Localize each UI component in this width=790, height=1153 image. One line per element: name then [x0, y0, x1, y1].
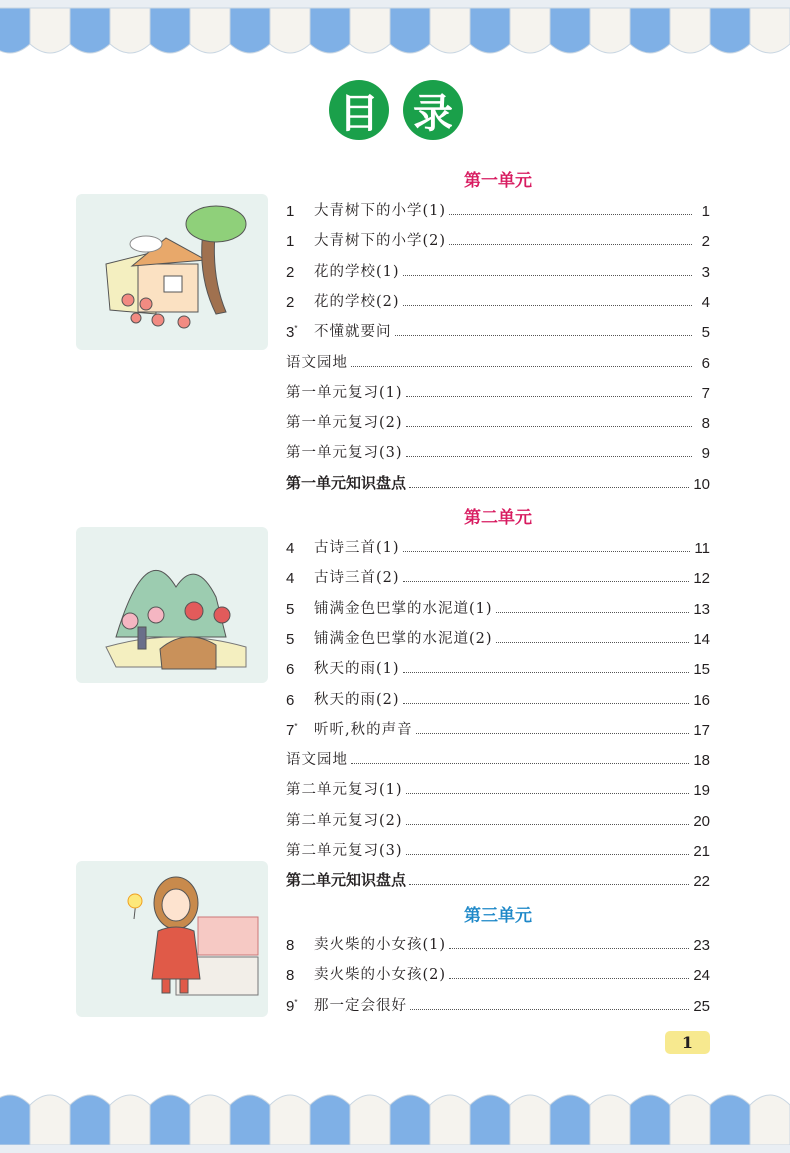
- awning-stripe: [550, 1095, 590, 1145]
- awning-stripe: [230, 8, 270, 53]
- lesson-number: 4: [286, 570, 295, 587]
- lesson-number: 6: [286, 692, 295, 709]
- entry-page-number: 24: [693, 967, 710, 984]
- entry-page-number: 21: [693, 843, 710, 860]
- top-awning-decoration: [0, 0, 790, 80]
- dot-leader: [449, 213, 692, 215]
- dot-leader: [406, 395, 692, 397]
- dot-leader: [406, 455, 692, 457]
- entry-title: 第一单元复习(1): [286, 385, 403, 401]
- entry-page-number: 16: [693, 692, 710, 709]
- dot-leader: [403, 702, 690, 704]
- entry-page-number: 12: [693, 570, 710, 587]
- awning-stripe: [590, 8, 630, 53]
- entry-title: 卖火柴的小女孩(2): [314, 967, 447, 983]
- entry-page-number: 9: [701, 445, 710, 462]
- awning-stripe: [630, 1095, 670, 1145]
- awning-stripe: [190, 1095, 230, 1145]
- toc-entry[interactable]: [286, 471, 710, 493]
- entry-page-number: 4: [701, 294, 710, 311]
- entry-title: 那一定会很好: [314, 998, 407, 1014]
- lesson-number: 3*: [286, 324, 298, 341]
- awning-stripe: [230, 1095, 270, 1145]
- toc-entry[interactable]: [286, 838, 710, 860]
- illustration-house-tree: [76, 194, 268, 350]
- lesson-number: 9*: [286, 998, 298, 1015]
- lesson-number: 6: [286, 661, 295, 678]
- toc-entry[interactable]: [286, 777, 710, 799]
- awning-stripe: [190, 8, 230, 53]
- toc-entry[interactable]: [286, 228, 710, 250]
- dot-leader: [449, 243, 692, 245]
- entry-title: 语文园地: [286, 752, 348, 768]
- entry-page-number: 3: [701, 264, 710, 281]
- dot-leader: [409, 883, 689, 885]
- toc-entry[interactable]: [286, 962, 710, 984]
- entry-page-number: 1: [701, 203, 710, 220]
- entry-page-number: 7: [701, 385, 710, 402]
- lesson-number: 2: [286, 264, 295, 281]
- illustration-match-girl: [76, 861, 268, 1017]
- awning-stripe: [30, 1095, 70, 1145]
- dot-leader: [403, 580, 690, 582]
- awning-stripe: [630, 8, 670, 53]
- awning-stripe: [550, 8, 590, 53]
- awning-stripe: [750, 8, 790, 53]
- unit-heading: 第一单元: [464, 171, 532, 191]
- title-char-1: 目: [329, 80, 389, 140]
- dot-leader: [406, 823, 690, 825]
- awning-stripe: [70, 8, 110, 53]
- lesson-number: 5: [286, 631, 295, 648]
- entry-title: 第二单元知识盘点: [286, 871, 407, 889]
- entry-page-number: 13: [693, 601, 710, 618]
- entry-title: 花的学校(1): [314, 264, 400, 280]
- awning-stripe: [0, 8, 30, 53]
- awning-stripe: [390, 1095, 430, 1145]
- entry-title: 大青树下的小学(1): [314, 203, 447, 219]
- lesson-number: 1: [286, 203, 295, 220]
- toc-entry[interactable]: [286, 687, 710, 709]
- awning-stripe: [510, 8, 550, 53]
- awning-stripe: [0, 1095, 30, 1145]
- entry-page-number: 6: [701, 355, 710, 372]
- toc-entry[interactable]: [286, 808, 710, 830]
- toc-entry[interactable]: [286, 535, 710, 557]
- dot-leader: [406, 792, 690, 794]
- awning-stripe: [470, 8, 510, 53]
- lesson-number: 4: [286, 540, 295, 557]
- entry-title: 铺满金色巴掌的水泥道(1): [314, 601, 493, 617]
- toc-entry[interactable]: [286, 198, 710, 220]
- entry-title: 第一单元复习(2): [286, 415, 403, 431]
- entry-title: 语文园地: [286, 355, 348, 371]
- lesson-number: 8: [286, 937, 295, 954]
- dot-leader: [403, 304, 692, 306]
- toc-entry[interactable]: [286, 717, 710, 739]
- toc-entry[interactable]: [286, 596, 710, 618]
- awning-stripe: [310, 1095, 350, 1145]
- awning-stripe: [270, 8, 310, 53]
- entry-title: 大青树下的小学(2): [314, 233, 447, 249]
- dot-leader: [449, 947, 689, 949]
- dot-leader: [403, 671, 690, 673]
- awning-stripe: [590, 1095, 630, 1145]
- awning-stripe: [510, 1095, 550, 1145]
- dot-leader: [403, 274, 692, 276]
- toc-entry[interactable]: [286, 259, 710, 281]
- awning-stripe: [150, 8, 190, 53]
- entry-page-number: 20: [693, 813, 710, 830]
- dot-leader: [403, 550, 691, 552]
- unit-heading: 第三单元: [464, 906, 532, 926]
- page-number-badge: 1: [665, 1031, 710, 1054]
- dot-leader: [496, 641, 690, 643]
- entry-title: 铺满金色巴掌的水泥道(2): [314, 631, 493, 647]
- lesson-number: 7*: [286, 722, 298, 739]
- awning-stripe: [390, 8, 430, 53]
- awning-stripe: [270, 1095, 310, 1145]
- toc-entry[interactable]: [286, 380, 710, 402]
- awning-stripe: [70, 1095, 110, 1145]
- entry-page-number: 15: [693, 661, 710, 678]
- entry-title: 古诗三首(1): [314, 540, 400, 556]
- toc-entry[interactable]: [286, 289, 710, 311]
- toc-entry[interactable]: [286, 626, 710, 648]
- illustration-mountains-autumn: [76, 527, 268, 683]
- entry-page-number: 8: [701, 415, 710, 432]
- lesson-number: 8: [286, 967, 295, 984]
- dot-leader: [351, 762, 689, 764]
- awning-stripe: [150, 1095, 190, 1145]
- awning-stripe: [350, 8, 390, 53]
- entry-page-number: 22: [693, 873, 710, 890]
- toc-entry[interactable]: [286, 868, 710, 890]
- awning-stripe: [710, 1095, 750, 1145]
- title-char-2: 录: [403, 80, 463, 140]
- toc-entry[interactable]: [286, 565, 710, 587]
- awning-stripe: [670, 1095, 710, 1145]
- toc-entry[interactable]: [286, 350, 710, 372]
- lesson-number: 1: [286, 233, 295, 250]
- entry-title: 不懂就要问: [314, 324, 392, 340]
- dot-leader: [406, 853, 690, 855]
- entry-title: 花的学校(2): [314, 294, 400, 310]
- entry-title: 第二单元复习(3): [286, 843, 403, 859]
- entry-title: 第二单元复习(2): [286, 813, 403, 829]
- entry-page-number: 17: [693, 722, 710, 739]
- awning-stripe: [430, 8, 470, 53]
- entry-title: 第二单元复习(1): [286, 782, 403, 798]
- awning-stripe: [350, 1095, 390, 1145]
- bottom-awning-decoration: [0, 1083, 790, 1153]
- entry-page-number: 11: [694, 540, 710, 557]
- entry-page-number: 14: [693, 631, 710, 648]
- unit-heading: 第二单元: [464, 508, 532, 528]
- toc-entry[interactable]: [286, 656, 710, 678]
- toc-entry[interactable]: [286, 932, 710, 954]
- dot-leader: [409, 486, 689, 488]
- dot-leader: [406, 425, 692, 427]
- awning-stripe: [30, 8, 70, 53]
- awning-stripe: [710, 8, 750, 53]
- entry-title: 秋天的雨(1): [314, 661, 400, 677]
- awning-stripe: [470, 1095, 510, 1145]
- dot-leader: [395, 334, 693, 336]
- dot-leader: [416, 732, 690, 734]
- entry-page-number: 19: [693, 782, 710, 799]
- lesson-number: 2: [286, 294, 295, 311]
- entry-title: 第一单元复习(3): [286, 445, 403, 461]
- entry-page-number: 25: [693, 998, 710, 1015]
- toc-entry[interactable]: [286, 319, 710, 341]
- toc-entry[interactable]: [286, 410, 710, 432]
- entry-title: 第一单元知识盘点: [286, 474, 407, 492]
- awning-stripe: [430, 1095, 470, 1145]
- entry-page-number: 2: [701, 233, 710, 250]
- dot-leader: [410, 1008, 689, 1010]
- entry-page-number: 5: [701, 324, 710, 341]
- dot-leader: [351, 365, 692, 367]
- entry-title: 卖火柴的小女孩(1): [314, 937, 447, 953]
- dot-leader: [496, 611, 690, 613]
- awning-stripe: [310, 8, 350, 53]
- entry-page-number: 10: [693, 476, 710, 493]
- awning-stripe: [110, 1095, 150, 1145]
- page-title: [0, 80, 790, 138]
- toc-entry[interactable]: [286, 993, 710, 1015]
- entry-title: 古诗三首(2): [314, 570, 400, 586]
- lesson-number: 5: [286, 601, 295, 618]
- awning-stripe: [670, 8, 710, 53]
- entry-title: 听听,秋的声音: [314, 722, 413, 738]
- dot-leader: [449, 977, 689, 979]
- entry-page-number: 23: [693, 937, 710, 954]
- entry-page-number: 18: [693, 752, 710, 769]
- toc-entry[interactable]: [286, 440, 710, 462]
- awning-stripe: [750, 1095, 790, 1145]
- toc-entry[interactable]: [286, 747, 710, 769]
- awning-stripe: [110, 8, 150, 53]
- entry-title: 秋天的雨(2): [314, 692, 400, 708]
